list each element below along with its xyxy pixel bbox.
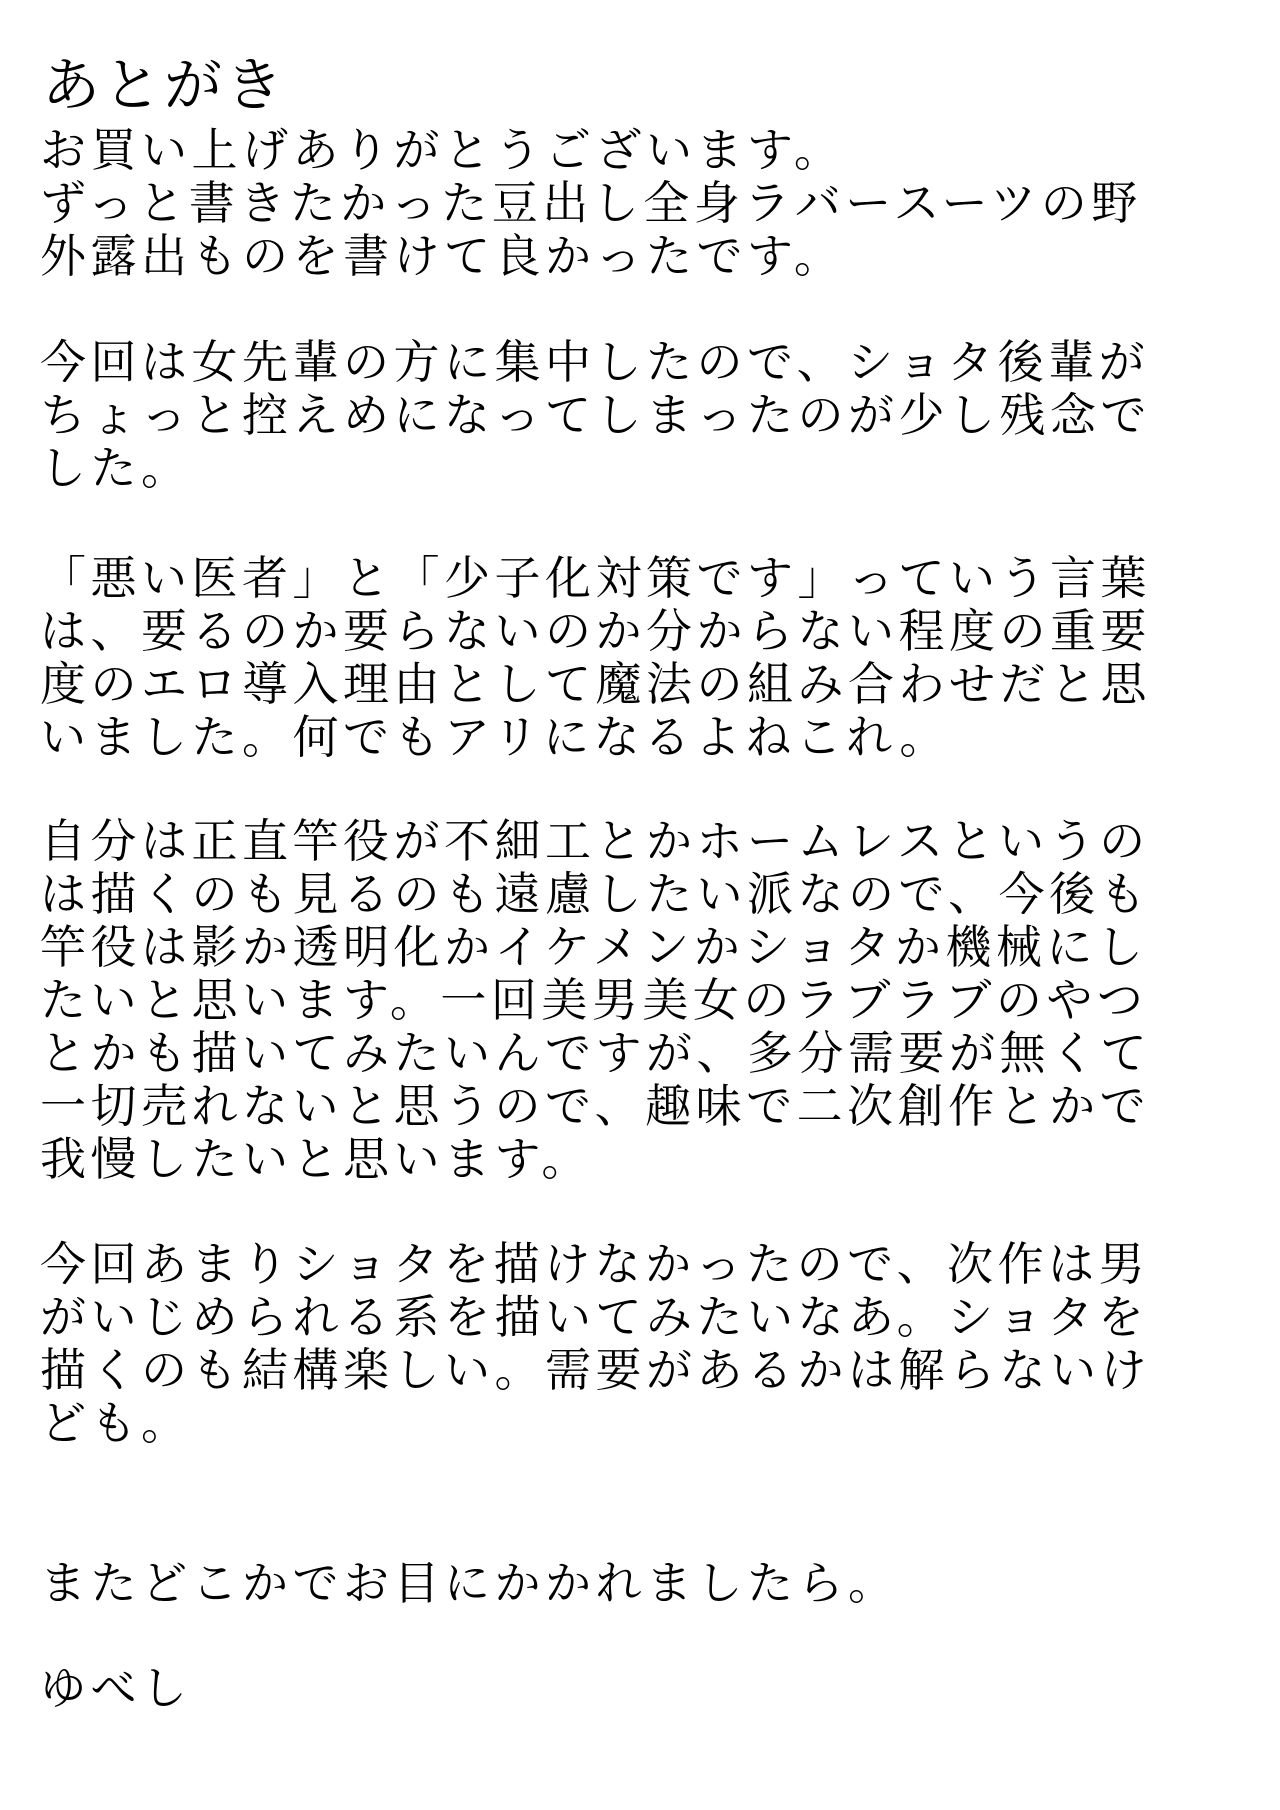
text-line: たいと思います。一回美男美女のラブラブのやつ xyxy=(40,973,1148,1027)
text-line: 我慢したいと思います。 xyxy=(40,1132,592,1186)
text-line: がいじめられる系を描いてみたいなあ。ショタを xyxy=(40,1290,1149,1344)
text-line: 自分は正直竿役が不細工とかホームレスというの xyxy=(40,814,1150,868)
paragraph-next-work xyxy=(40,1238,1151,1450)
paragraph-thanks xyxy=(40,124,1142,283)
text-line: 度のエロ導入理由として魔法の組み合わせだと思 xyxy=(40,657,1151,711)
text-line: ずっと書きたかった豆出し全身ラバースーツの野 xyxy=(40,176,1142,230)
paragraph-focus xyxy=(40,336,1151,495)
text-line: 竿役は影か透明化かイケメンかショタか機械にし xyxy=(40,920,1148,974)
paragraph-keywords xyxy=(40,552,1151,764)
text-line: は、要るのか要らないのか分からない程度の重要 xyxy=(40,604,1151,658)
text-line: お買い上げありがとうございます。 xyxy=(40,123,845,177)
text-line: またどこかでお目にかかれましたら。 xyxy=(40,1556,899,1610)
text-line: は描くのも見るのも遠慮したい派なので、今後も xyxy=(40,867,1151,921)
text-line: した。 xyxy=(40,441,192,495)
text-line: 今回は女先輩の方に集中したので、ショタ後輩が xyxy=(40,335,1150,389)
text-line: 外露出ものを書けて良かったです。 xyxy=(40,229,845,283)
paragraph-preferences xyxy=(40,815,1151,1186)
text-line: 一切売れないと思うので、趣味で二次創作とかで xyxy=(40,1079,1151,1133)
author-name: ゆべし xyxy=(40,1661,192,1715)
text-line: 描くのも結構楽しい。需要があるかは解らないけ xyxy=(40,1343,1151,1397)
text-line: 「悪い医者」と「少子化対策です」っていう言葉 xyxy=(40,551,1151,605)
text-line: ども。 xyxy=(40,1396,192,1450)
text-line: とかも描いてみたいんですが、多分需要が無くて xyxy=(40,1026,1151,1080)
author-signature xyxy=(40,1662,192,1715)
text-line: 今回あまりショタを描けなかったので、次作は男 xyxy=(40,1237,1150,1291)
text-line: いました。何でもアリになるよねこれ。 xyxy=(40,710,950,764)
afterword-title: あとがき xyxy=(42,51,287,119)
paragraph-farewell xyxy=(40,1557,899,1610)
text-line: ちょっと控えめになってしまったのが少し残念で xyxy=(40,388,1151,442)
